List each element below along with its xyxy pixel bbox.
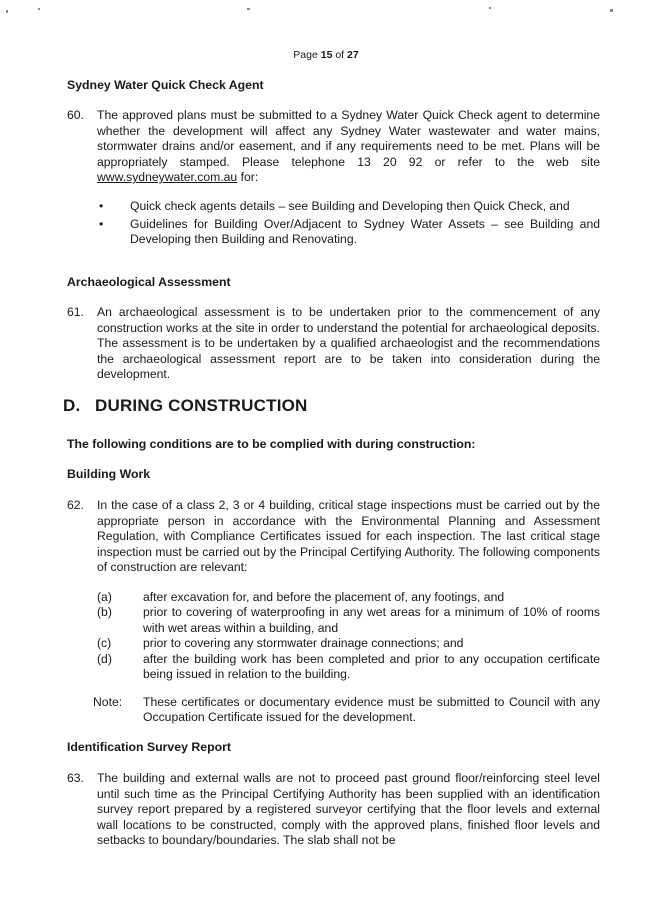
section-heading-archaeological: Archaeological Assessment xyxy=(67,275,231,289)
condition-number: 60. xyxy=(67,108,84,122)
note-label: Note: xyxy=(93,695,123,709)
part-title: DURING CONSTRUCTION xyxy=(95,396,308,415)
section-heading-building-work: Building Work xyxy=(67,467,151,481)
condition-text: The building and external walls are not to proceed past ground floor/reinforcing steel level until such time as the Principal Certifying Authority has been supplied with an identification survey report prepared by a registered surveyor certifying that the floor levels and external wall locations to be constructed, comply with the approved plans, finished floor levels and setbacks to boundary/boundaries. The slab shall not be xyxy=(97,771,600,848)
condition-text: An archaeological assessment is to be undertaken prior to the commencement of any construction works at the site in order to understand the potential for archaeological deposits. The assessment is to be undertaken by a qualified archaeologist and the recommendations the archaeological assessment report are to be taken into consideration during the development. xyxy=(97,305,600,382)
condition-number: 63. xyxy=(67,771,84,785)
sub-item: (d) after the building work has been completed and prior to any occupation certificate being issued in relation to the building. xyxy=(97,651,600,682)
sub-item: (a) after excavation for, and before the placement of, any footings, and xyxy=(97,590,505,604)
scan-speck xyxy=(489,7,491,9)
condition-63 xyxy=(67,771,600,849)
note xyxy=(93,695,600,726)
scan-speck xyxy=(247,8,250,10)
condition-60 xyxy=(67,108,600,186)
note-text: These certificates or documentary evidence must be submitted to Council with any Occupation Certificate issued for the development. xyxy=(143,695,600,725)
condition-61 xyxy=(67,305,600,383)
current-page: 15 xyxy=(320,49,333,61)
bullet-list xyxy=(97,199,600,250)
scan-speck xyxy=(6,10,8,13)
list-item: • Quick check agents details – see Building and Developing then Quick Check, and xyxy=(99,199,570,213)
section-heading-sydney-water: Sydney Water Quick Check Agent xyxy=(67,78,264,92)
list-item: • Guidelines for Building Over/Adjacent to Sydney Water Assets – see Building and Developing then Building and Renovating. xyxy=(99,216,600,247)
condition-number: 62. xyxy=(67,498,84,512)
construction-intro: The following conditions are to be complied with during construction: xyxy=(67,437,476,451)
total-pages: 27 xyxy=(347,49,359,61)
sub-item: (c) prior to covering any stormwater drainage connections; and xyxy=(97,636,464,651)
part-heading xyxy=(63,396,308,416)
condition-62 xyxy=(67,498,600,576)
sydney-water-link[interactable]: www.sydneywater.com.au xyxy=(97,170,238,185)
sub-item-list xyxy=(97,590,600,682)
sub-item: (b) prior to covering of waterproofing in any wet areas for a minimum of 10% of rooms with wet areas within a building, and xyxy=(97,605,600,635)
section-heading-survey: Identification Survey Report xyxy=(67,740,231,754)
condition-text: The approved plans must be submitted to a Sydney Water Quick Check agent to determine whether the development will affect any Sydney Water wastewater and water mains, stormwater drains and/or easement, and if any requirements need to be met. Plans will be appropriately stamped. Please telephone 13 20 92 or refer to the web site www.sydneywater.com.au for: xyxy=(97,108,600,185)
condition-text: In the case of a class 2, 3 or 4 building, critical stage inspections must be carried out by the appropriate person in accordance with the Environmental Planning and Assessment Regulation, with Compliance Certificates issued for each inspection. The last critical stage inspection must be carried out by the Principal Certifying Authority. The following components of construction are relevant: xyxy=(97,498,600,575)
condition-number: 61. xyxy=(67,305,84,319)
scan-speck xyxy=(38,8,40,10)
page-number: Page 15 of 27 xyxy=(293,49,359,61)
scan-speck xyxy=(610,9,613,12)
part-letter: D. xyxy=(63,396,81,415)
